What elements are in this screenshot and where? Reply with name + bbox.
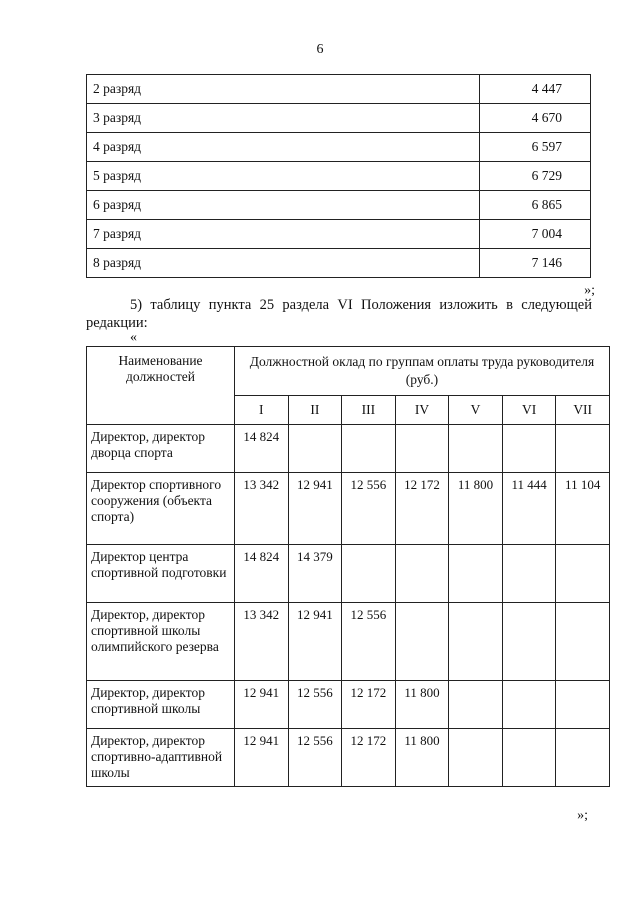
grade-label: 2 разряд bbox=[87, 75, 480, 104]
grade-label: 5 разряд bbox=[87, 162, 480, 191]
salary-cell bbox=[556, 729, 610, 787]
table-row bbox=[87, 104, 591, 133]
salary-cell: 14 824 bbox=[235, 425, 289, 473]
salary-cell bbox=[502, 729, 556, 787]
grade-value: 4 447 bbox=[480, 75, 591, 104]
table-row bbox=[87, 603, 610, 681]
header-position-name: Наименование должностей bbox=[87, 347, 235, 425]
salary-cell bbox=[502, 425, 556, 473]
group-header: III bbox=[342, 396, 396, 425]
table-row bbox=[87, 220, 591, 249]
table-row bbox=[87, 473, 610, 545]
salary-cell bbox=[449, 545, 503, 603]
salary-cell bbox=[449, 425, 503, 473]
grade-label: 7 разряд bbox=[87, 220, 480, 249]
salary-cell bbox=[395, 545, 449, 603]
grade-value: 6 865 bbox=[480, 191, 591, 220]
salary-cell bbox=[502, 681, 556, 729]
position-name: Директор, директор спортивной школы bbox=[87, 681, 235, 729]
salary-cell: 12 556 bbox=[342, 603, 396, 681]
closing-quote-2: »; bbox=[577, 808, 588, 823]
salary-cell bbox=[502, 545, 556, 603]
salary-cell: 13 342 bbox=[235, 603, 289, 681]
table-row bbox=[87, 545, 610, 603]
page-number: 6 bbox=[316, 42, 324, 57]
salary-cell: 12 172 bbox=[342, 681, 396, 729]
group-header: VII bbox=[556, 396, 610, 425]
position-name: Директор центра спортивной подготовки bbox=[87, 545, 235, 603]
table-row bbox=[87, 425, 610, 473]
salary-table bbox=[86, 346, 610, 787]
salary-cell bbox=[449, 603, 503, 681]
salary-cell: 12 941 bbox=[235, 681, 289, 729]
salary-cell bbox=[342, 425, 396, 473]
table-row bbox=[87, 729, 610, 787]
grade-label: 4 разряд bbox=[87, 133, 480, 162]
group-header: IV bbox=[395, 396, 449, 425]
position-name: Директор, директор спортивно-адаптивной школы bbox=[87, 729, 235, 787]
table-row bbox=[87, 249, 591, 278]
wage-grade-table bbox=[86, 74, 591, 278]
grade-value: 6 597 bbox=[480, 133, 591, 162]
salary-cell: 11 444 bbox=[502, 473, 556, 545]
salary-cell bbox=[288, 425, 342, 473]
position-name: Директор спортивного сооружения (объекта спорта) bbox=[87, 473, 235, 545]
salary-cell bbox=[556, 425, 610, 473]
salary-cell: 12 941 bbox=[288, 473, 342, 545]
salary-cell: 12 172 bbox=[342, 729, 396, 787]
group-header: II bbox=[288, 396, 342, 425]
salary-cell: 14 379 bbox=[288, 545, 342, 603]
table-row bbox=[87, 681, 610, 729]
header-salary-groups: Должностной оклад по группам оплаты труда руководителя (руб.) bbox=[235, 347, 610, 396]
salary-cell: 12 941 bbox=[288, 603, 342, 681]
grade-value: 4 670 bbox=[480, 104, 591, 133]
position-name: Директор, директор спортивной школы олимпийского резерва bbox=[87, 603, 235, 681]
salary-cell bbox=[395, 425, 449, 473]
salary-cell: 12 556 bbox=[288, 681, 342, 729]
salary-cell: 11 800 bbox=[395, 681, 449, 729]
group-header: V bbox=[449, 396, 503, 425]
salary-cell bbox=[342, 545, 396, 603]
salary-cell: 11 800 bbox=[449, 473, 503, 545]
salary-cell: 12 941 bbox=[235, 729, 289, 787]
salary-cell: 12 556 bbox=[342, 473, 396, 545]
grade-value: 7 146 bbox=[480, 249, 591, 278]
salary-cell bbox=[556, 681, 610, 729]
salary-cell: 12 556 bbox=[288, 729, 342, 787]
salary-cell: 11 104 bbox=[556, 473, 610, 545]
salary-cell: 12 172 bbox=[395, 473, 449, 545]
salary-cell bbox=[449, 729, 503, 787]
amendment-paragraph: 5) таблицу пункта 25 раздела VI Положения изложить в следующей bbox=[130, 297, 592, 313]
opening-quote: « bbox=[130, 330, 137, 345]
grade-label: 3 разряд bbox=[87, 104, 480, 133]
group-header: VI bbox=[502, 396, 556, 425]
table-row bbox=[87, 191, 591, 220]
amendment-paragraph-continuation: редакции: bbox=[86, 315, 148, 331]
group-header: I bbox=[235, 396, 289, 425]
salary-cell: 11 800 bbox=[395, 729, 449, 787]
grade-value: 6 729 bbox=[480, 162, 591, 191]
table-row bbox=[87, 75, 591, 104]
salary-cell bbox=[556, 603, 610, 681]
grade-value: 7 004 bbox=[480, 220, 591, 249]
salary-cell bbox=[449, 681, 503, 729]
position-name: Директор, директор дворца спорта bbox=[87, 425, 235, 473]
salary-cell: 14 824 bbox=[235, 545, 289, 603]
table-row bbox=[87, 162, 591, 191]
closing-quote-1: »; bbox=[584, 283, 595, 298]
salary-cell bbox=[502, 603, 556, 681]
salary-cell bbox=[556, 545, 610, 603]
grade-label: 8 разряд bbox=[87, 249, 480, 278]
salary-cell bbox=[395, 603, 449, 681]
grade-label: 6 разряд bbox=[87, 191, 480, 220]
salary-cell: 13 342 bbox=[235, 473, 289, 545]
table-row bbox=[87, 133, 591, 162]
